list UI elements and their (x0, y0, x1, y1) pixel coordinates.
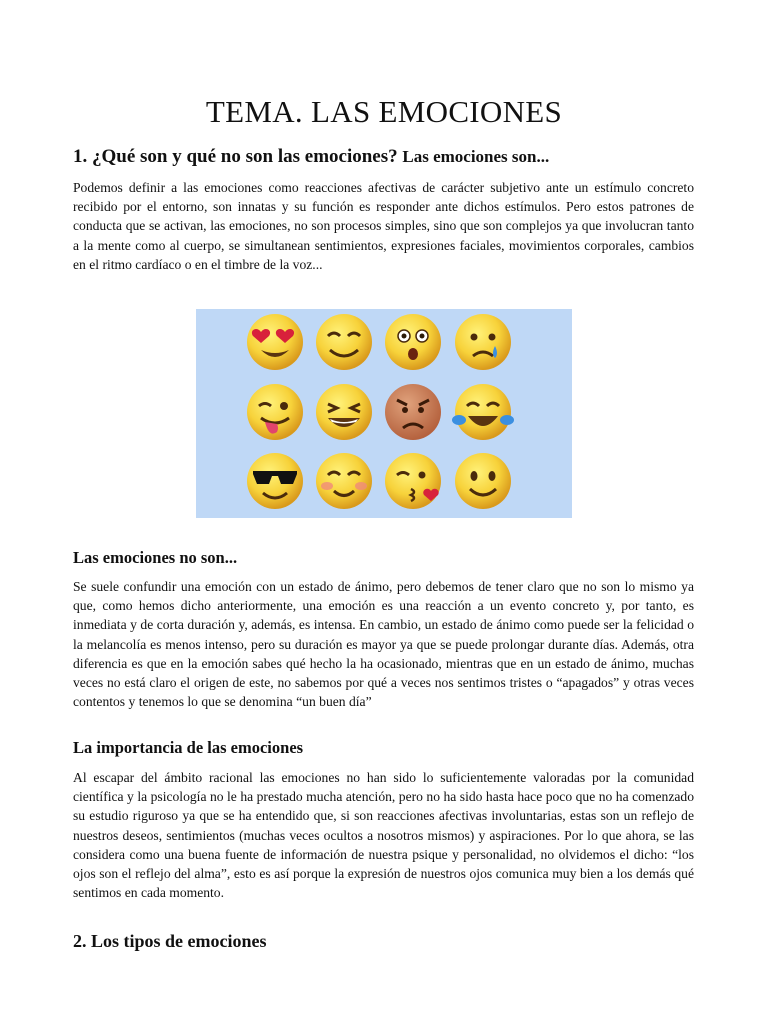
section-2-heading: 2. Los tipos de emociones (73, 931, 267, 951)
kiss-heart-icon (385, 453, 441, 509)
section-no-son-paragraph: Se suele confundir una emoción con un estado de ánimo, pero debemos de tener claro que no son lo mismo ya que, como hemos dicho anteriormente, una emoción es una reacción a un evento concreto y, por tanto, es inmediata y de corta duración y, además, es intensa. En cambio, un estado de ánimo como puede ser la felicidad o la melancolía es menos intenso, pero su duración es mayor ya que se puede prolongar durante días. Además, otra diferencia es que en la emoción sabes qué hecho la ha ocasionado, mientras que en un estado de ánimo, muchas veces no está claro el origen de este, no sabemos por qué a veces nos sentimos tristes o “apagados” y otras veces contentos y tenemos lo que se denomina “un buen día” (73, 579, 694, 710)
sunglasses-icon (247, 453, 303, 509)
section-1-paragraph: Podemos definir a las emociones como reacciones afectivas de carácter subjetivo ante un estímulo concreto recibido por el entorno, son innatas y su función es responder ante dichos estímulos. Pero estos patrones de conducta que se activan, las emociones, no son procesos simples, sino que son complejos ya que involucran tanto a la mente como al cuerpo, se simultanean sentimientos, expresiones faciales, movimientos corporales, cambios en el ritmo cardíaco o en el timbre de la voz... (73, 180, 694, 272)
tongue-wink-icon (247, 384, 303, 440)
section-no-son-heading: Las emociones no son... (73, 548, 238, 567)
section-1-heading (73, 146, 549, 168)
section-1-title: 1. ¿Qué son y qué no son las emociones? (73, 146, 398, 167)
blushing-smile-icon (316, 453, 372, 509)
tears-of-joy-icon (452, 384, 514, 440)
angry-icon (385, 384, 441, 440)
section-importancia-heading: La importancia de las emociones (73, 738, 304, 757)
surprised-icon (385, 314, 441, 370)
heart-eyes-icon (247, 314, 303, 370)
winking-smile-icon (316, 314, 372, 370)
document-title: TEMA. LAS EMOCIONES (205, 94, 563, 129)
emoji-image (196, 309, 572, 518)
section-importancia-paragraph: Al escapar del ámbito racional las emociones no han sido lo suficientemente valoradas por la comunidad científica y la psicología no le ha prestado mucha atención, pero no ha sido hasta hace poco que no ha comenzado su estudio riguroso ya que se ha entendido que, si son reacciones afectivas involuntarias, estas son un reflejo de nuestros deseos, sentimientos (muchas veces ocultos a nosotros mismos) y aspiraciones. Por lo que ahora, se las considera como una buena fuente de información de nuestra psique y personalidad, no olvidemos el dicho: “los ojos son el reflejo del alma”, esto es así porque la expresión de nuestros ojos comunica muy bien a los demás qué sentimos en cada momento. (73, 770, 694, 901)
grinning-squint-icon (316, 384, 372, 440)
crying-icon (455, 314, 511, 370)
section-1-subheading: Las emociones son... (402, 147, 550, 166)
emoji-grid-illustration (196, 309, 572, 518)
smiling-icon (455, 453, 511, 509)
